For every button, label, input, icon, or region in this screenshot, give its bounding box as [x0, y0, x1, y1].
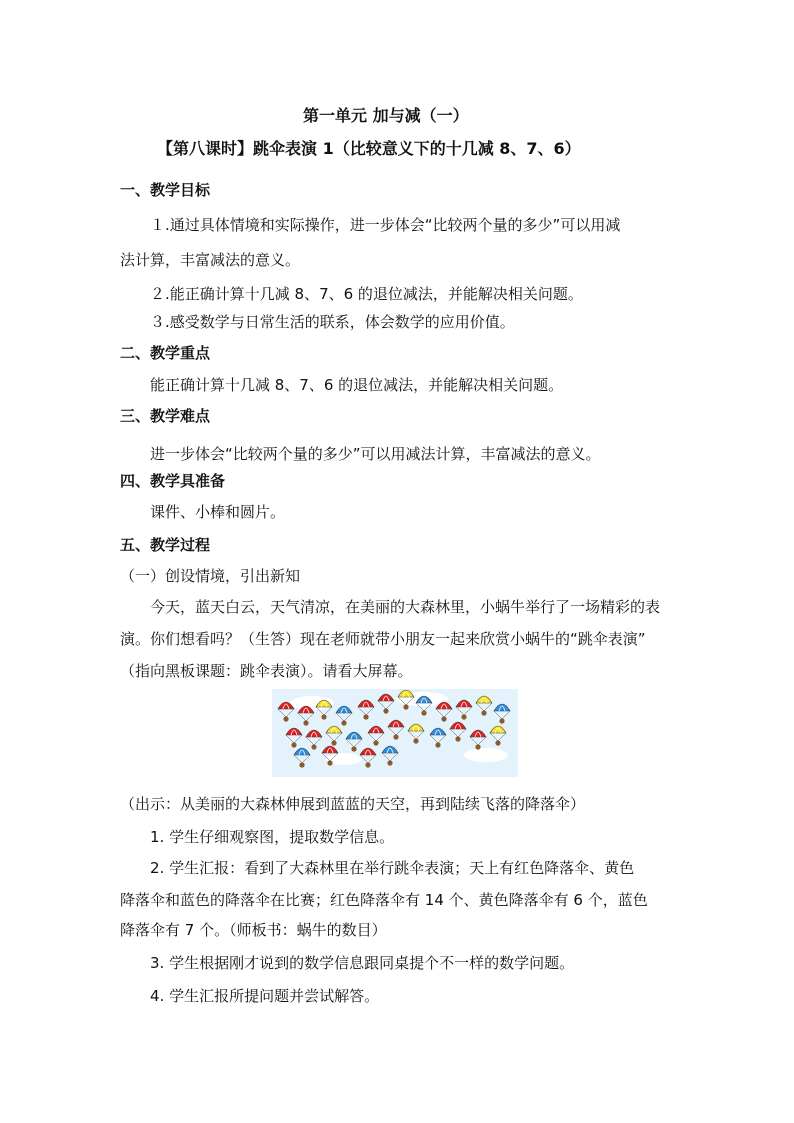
- process-subheading: （一）创设情境，引出新知: [120, 567, 301, 585]
- section-heading-materials: 四、教学具准备: [120, 472, 226, 490]
- step-line: 1. 学生仔细观察图，提取数学信息。: [150, 828, 395, 846]
- section-heading-key-points: 二、教学重点: [120, 344, 211, 362]
- section-heading-process: 五、教学过程: [120, 536, 211, 554]
- intro-line: （指向黑板课题：跳伞表演）。请看大屏幕。: [120, 662, 413, 680]
- section-heading-difficulties: 三、教学难点: [120, 407, 211, 425]
- key-points-line: 能正确计算十几减 8、7、6 的退位减法，并能解决相关问题。: [150, 376, 564, 394]
- figure-caption: （出示：从美丽的大森林伸展到蓝蓝的天空，再到陆续飞落的降落伞）: [120, 795, 586, 813]
- materials-line: 课件、小棒和圆片。: [150, 503, 286, 521]
- objective-line: 法计算，丰富减法的意义。: [120, 251, 301, 269]
- objective-line: ３.感受数学与日常生活的联系，体会数学的应用价值。: [150, 313, 515, 331]
- intro-line: 今天，蓝天白云，天气清凉，在美丽的大森林里，小蜗牛举行了一场精彩的表: [150, 598, 661, 616]
- objective-line: ２.能正确计算十几减 8、7、6 的退位减法，并能解决相关问题。: [150, 285, 583, 303]
- difficulties-line: 进一步体会“比较两个量的多少”可以用减法计算，丰富减法的意义。: [150, 445, 601, 463]
- section-heading-objectives: 一、教学目标: [120, 181, 211, 199]
- lesson-subtitle: 【第八课时】跳伞表演 1（比较意义下的十几减 8、7、6）: [157, 139, 581, 158]
- objective-line: １.通过具体情境和实际操作，进一步体会“比较两个量的多少”可以用减: [150, 216, 621, 234]
- step-line: 降落伞和蓝色的降落伞在比赛；红色降落伞有 14 个、黄色降落伞有 6 个，蓝色: [120, 891, 648, 909]
- step-line: 2. 学生汇报：看到了大森林里在举行跳伞表演；天上有红色降落伞、黄色: [150, 859, 635, 877]
- document-title: 第一单元 加与减（一）: [303, 106, 469, 125]
- step-line: 3. 学生根据刚才说到的数学信息跟同桌提个不一样的数学问题。: [150, 954, 575, 972]
- step-line: 4. 学生汇报所提问题并尝试解答。: [150, 987, 380, 1005]
- step-line: 降落伞有 7 个。（师板书：蜗牛的数目）: [120, 921, 387, 939]
- intro-line: 演。你们想看吗？（生答）现在老师就带小朋友一起来欣赏小蜗牛的“跳伞表演”: [120, 630, 646, 648]
- parachute-show-illustration: [272, 689, 518, 777]
